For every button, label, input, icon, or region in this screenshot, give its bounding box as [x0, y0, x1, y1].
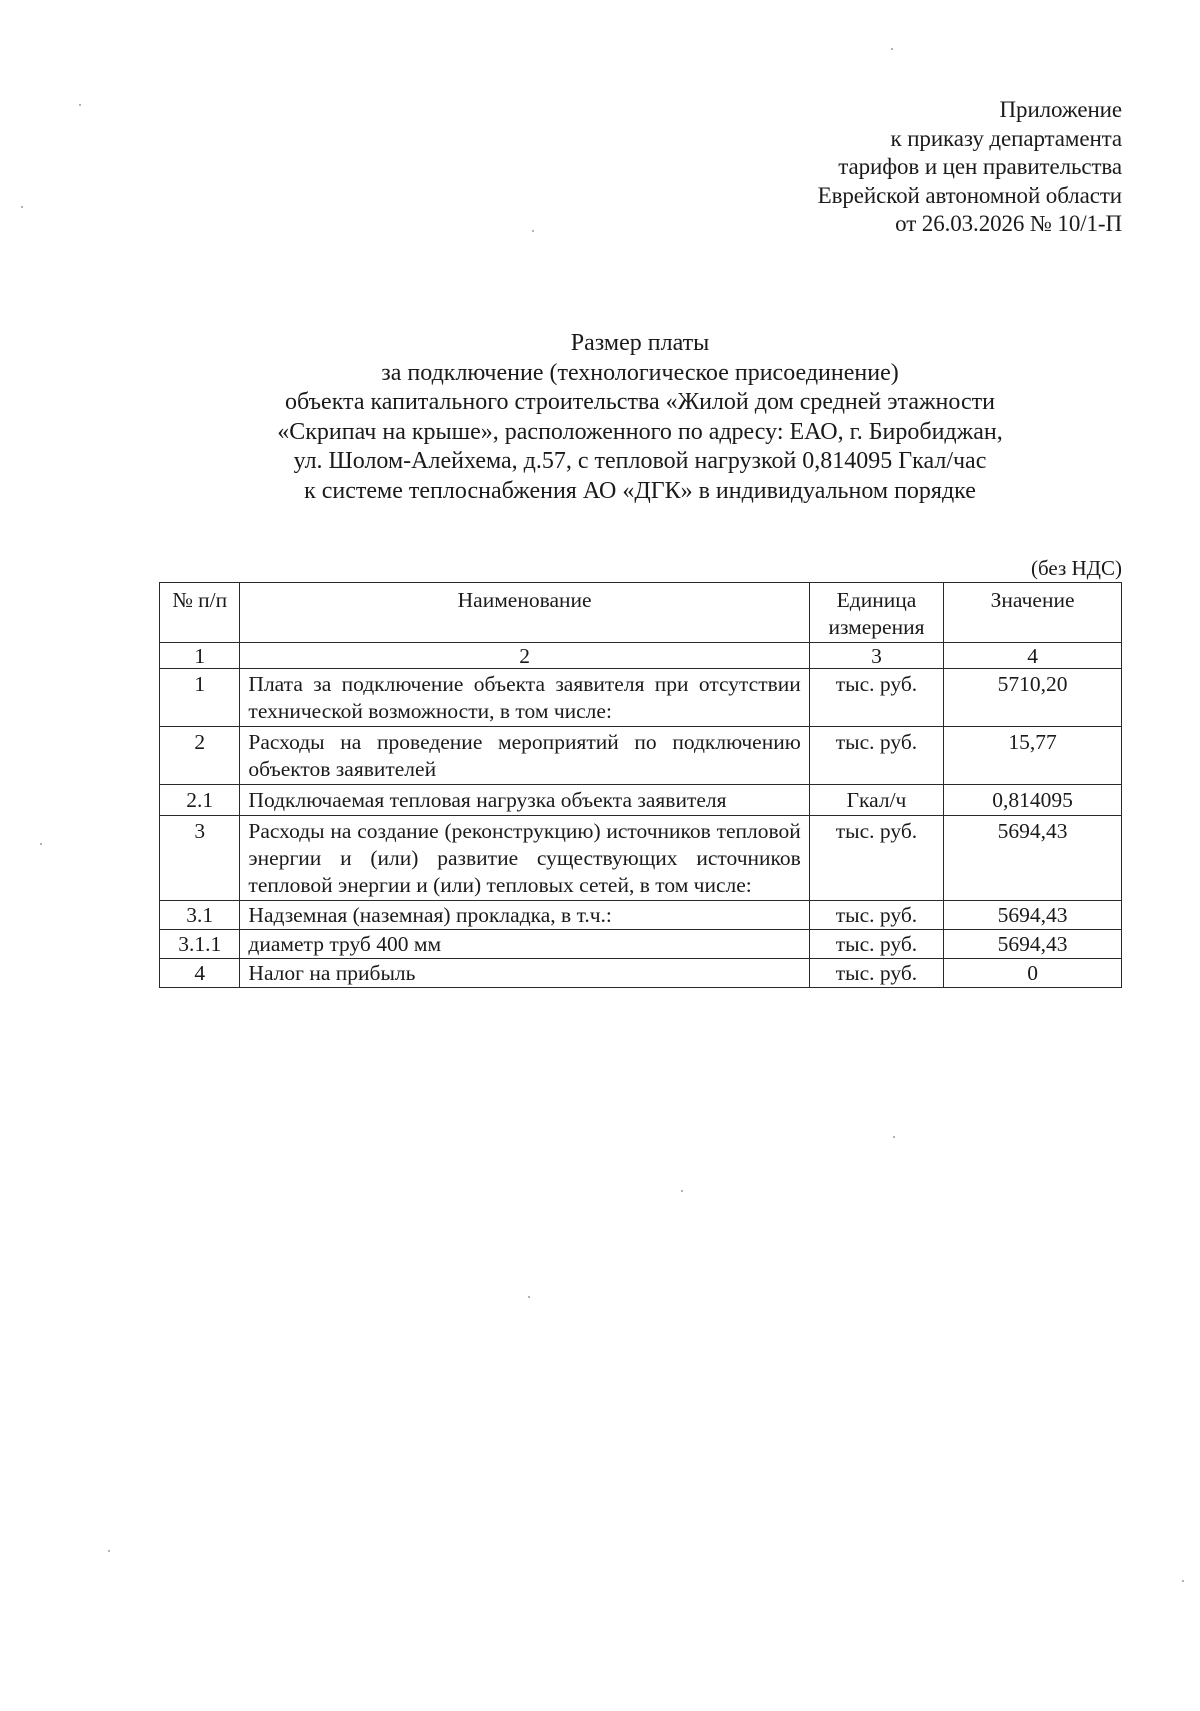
title-line: ул. Шолом-Алейхема, д.57, с тепловой нагрузкой 0,814095 Гкал/час	[293, 448, 987, 474]
row-unit: Гкал/ч	[809, 785, 943, 816]
appendix-line: Еврейской автономной области	[817, 182, 1122, 208]
scan-speck	[891, 48, 893, 50]
row-unit: тыс. руб.	[809, 816, 943, 901]
row-name: Надземная (наземная) прокладка, в т.ч.:	[240, 901, 809, 930]
appendix-line: Приложение	[999, 97, 1122, 122]
table-row	[160, 816, 1122, 901]
scan-speck	[1182, 1580, 1184, 1582]
row-num: 1	[160, 669, 240, 727]
header-unit: Единица измерения	[809, 583, 943, 643]
row-value: 0,814095	[944, 785, 1122, 816]
row-num: 3	[160, 816, 240, 901]
row-value: 5694,43	[944, 816, 1122, 901]
title-line: за подключение (технологическое присоединение)	[381, 359, 899, 386]
scan-speck	[21, 206, 23, 208]
table-row	[160, 727, 1122, 785]
vat-note: (без НДС)	[1030, 556, 1122, 580]
table-row	[160, 959, 1122, 988]
title-line: объекта капитального строительства «Жилой дом средней этажности	[285, 389, 995, 415]
row-unit: тыс. руб.	[809, 669, 943, 727]
table-row	[160, 785, 1122, 816]
row-num: 3.1	[160, 901, 240, 930]
title-line: Размер платы	[570, 330, 710, 356]
row-unit: тыс. руб.	[809, 901, 943, 930]
table-header-row	[160, 583, 1122, 643]
row-name: Плата за подключение объекта заявителя при отсутствии технической возможности, в том числе:	[240, 669, 809, 727]
table-row	[160, 930, 1122, 959]
scan-speck	[893, 1136, 895, 1138]
row-value: 5694,43	[944, 930, 1122, 959]
header-num: № п/п	[160, 583, 240, 643]
row-num: 3.1.1	[160, 930, 240, 959]
row-num: 4	[160, 959, 240, 988]
scan-speck	[532, 230, 534, 232]
header-name: Наименование	[240, 583, 809, 643]
document-title	[160, 329, 1120, 506]
row-value: 0	[944, 959, 1122, 988]
row-unit: тыс. руб.	[809, 930, 943, 959]
row-unit: тыс. руб.	[809, 959, 943, 988]
scan-speck	[528, 1296, 530, 1298]
scan-speck	[79, 104, 81, 106]
row-name: Налог на прибыль	[240, 959, 809, 988]
fee-table	[159, 582, 1122, 988]
column-index: 2	[240, 643, 809, 669]
row-value: 5710,20	[944, 669, 1122, 727]
table-row	[160, 901, 1122, 930]
appendix-line: тарифов и цен правительства	[838, 154, 1122, 179]
scan-speck	[40, 843, 42, 845]
table-row	[160, 669, 1122, 727]
header-value: Значение	[944, 583, 1122, 643]
appendix-block	[818, 96, 1122, 239]
row-num: 2.1	[160, 785, 240, 816]
title-line: «Скрипач на крыше», расположенного по адресу: ЕАО, г. Биробиджан,	[277, 418, 1003, 445]
column-index: 4	[944, 643, 1122, 669]
row-num: 2	[160, 727, 240, 785]
title-line: к системе теплоснабжения АО «ДГК» в индивидуальном порядке	[304, 477, 976, 504]
row-name: Подключаемая тепловая нагрузка объекта заявителя	[240, 785, 809, 816]
scan-speck	[681, 1190, 683, 1192]
row-name: диаметр труб 400 мм	[240, 930, 809, 959]
row-unit: тыс. руб.	[809, 727, 943, 785]
column-index: 3	[809, 643, 943, 669]
row-name: Расходы на проведение мероприятий по подключению объектов заявителей	[240, 727, 809, 785]
appendix-line: к приказу департамента	[890, 125, 1122, 151]
scan-speck	[108, 1550, 110, 1552]
column-index: 1	[160, 643, 240, 669]
column-index-row	[160, 643, 1122, 669]
appendix-line: от 26.03.2026 № 10/1-П	[895, 211, 1122, 236]
row-value: 15,77	[944, 727, 1122, 785]
row-value: 5694,43	[944, 901, 1122, 930]
row-name: Расходы на создание (реконструкцию) источников тепловой энергии и (или) развитие существующих источников тепловой энергии и (или) тепловых сетей, в том числе:	[240, 816, 809, 901]
